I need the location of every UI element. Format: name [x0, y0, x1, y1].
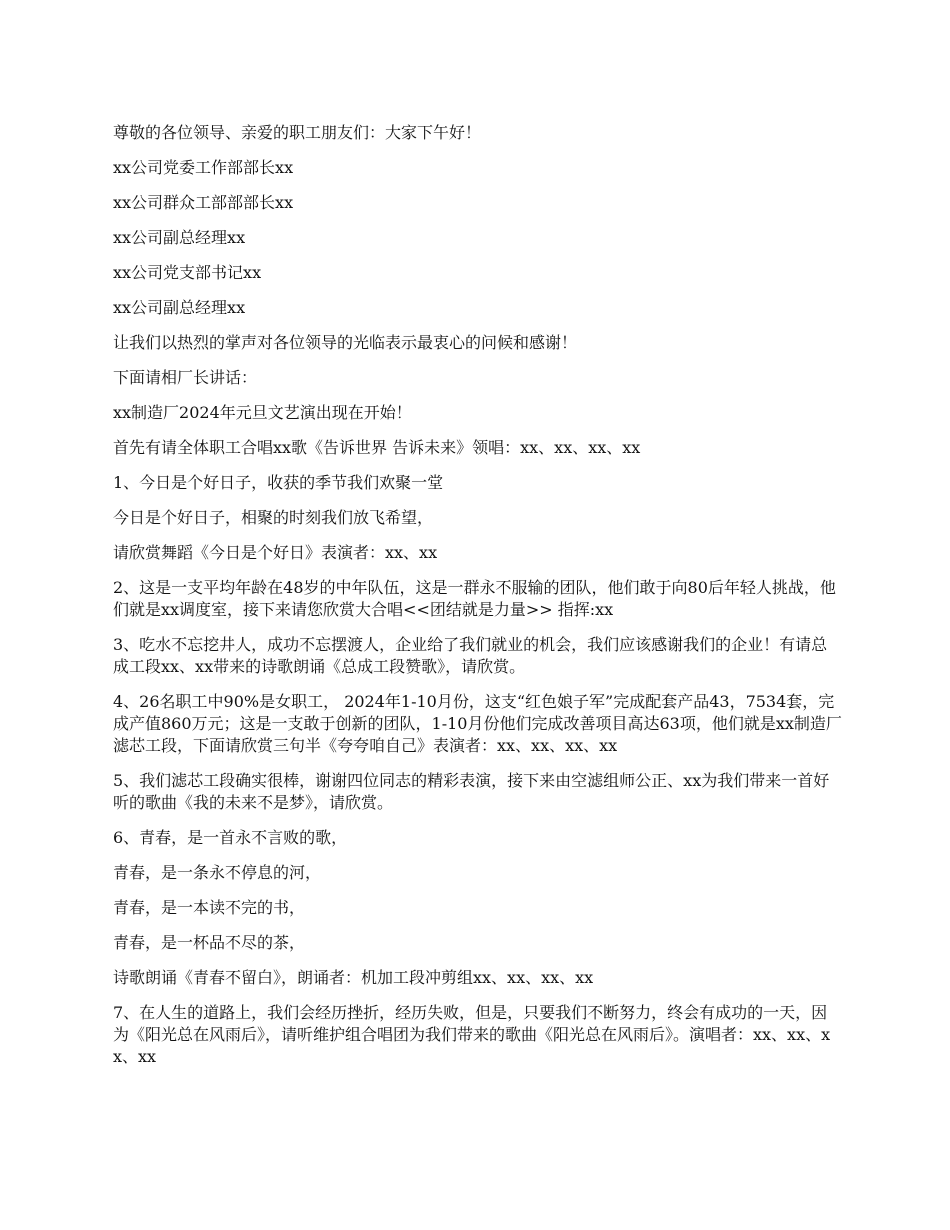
program-item: 6、青春，是一首永不言败的歌，	[113, 828, 348, 847]
welcome-paragraph: 让我们以热烈的掌声对各位领导的光临表示最衷心的问候和感谢！	[113, 333, 578, 352]
guest-line: xx公司副总经理xx	[113, 228, 246, 247]
program-item: 2、这是一支平均年龄在48岁的中年队伍，这是一群永不服输的团队，他们敢于向80后年轻人挑战，他们就是xx调度室，接下来请您欣赏大合唱<<团结就是力量>> 指挥:xx	[113, 578, 836, 619]
program-item: 7、在人生的道路上，我们会经历挫折，经历失败，但是，只要我们不断努力，终会有成功的一天，因为《阳光总在风雨后》，请听维护组合唱团为我们带来的歌曲《阳光总在风雨后》。演唱者：xx、xx、xx、xx	[113, 1003, 831, 1066]
guest-line: xx公司党委工作部部长xx	[113, 158, 294, 177]
guest-line: xx公司群众工部部部长xx	[113, 193, 294, 212]
document-body	[113, 122, 843, 1081]
program-item: 首先有请全体职工合唱xx歌《告诉世界 告诉未来》领唱：xx、xx、xx、xx	[113, 438, 641, 457]
program-item: 诗歌朗诵《青春不留白》，朗诵者：机加工段冲剪组xx、xx、xx、xx	[113, 968, 594, 987]
program-item: 1、今日是个好日子，收获的季节我们欢聚一堂	[113, 473, 444, 492]
program-item: 青春，是一杯品不尽的茶，	[113, 933, 306, 952]
guest-line: xx公司副总经理xx	[113, 298, 246, 317]
opening-announcement: xx制造厂2024年元旦文艺演出现在开始！	[113, 403, 412, 422]
program-item: 今日是个好日子，相聚的时刻我们放飞希望，	[113, 508, 434, 527]
program-item: 青春，是一条永不停息的河，	[113, 863, 322, 882]
program-item: 3、吃水不忘挖井人，成功不忘摆渡人，企业给了我们就业的机会，我们应该感谢我们的企业！有请总成工段xx、xx带来的诗歌朗诵《总成工段赞歌》，请欣赏。	[113, 635, 828, 676]
program-item: 青春，是一本读不完的书，	[113, 898, 306, 917]
program-item: 4、26名职工中90%是女职工， 2024年1-10月份，这支“红色娘子军”完成配套产品43，7534套，完成产值860万元；这是一支敢于创新的团队，1-10月份他们完成改善项目高达63项，他们就是xx制造厂滤芯工段，下面请欣赏三句半《夸夸咱自己》表演者：xx、xx、xx、xx	[113, 692, 842, 755]
program-item: 5、我们滤芯工段确实很棒，谢谢四位同志的精彩表演，接下来由空滤组师公正、xx为我们带来一首好听的歌曲《我的未来不是梦》，请欣赏。	[113, 771, 830, 812]
speech-intro: 下面请相厂长讲话：	[113, 368, 258, 387]
greeting-paragraph: 尊敬的各位领导、亲爱的职工朋友们：大家下午好！	[113, 123, 482, 142]
guest-line: xx公司党支部书记xx	[113, 263, 262, 282]
program-item: 请欣赏舞蹈《今日是个好日》表演者：xx、xx	[113, 543, 438, 562]
